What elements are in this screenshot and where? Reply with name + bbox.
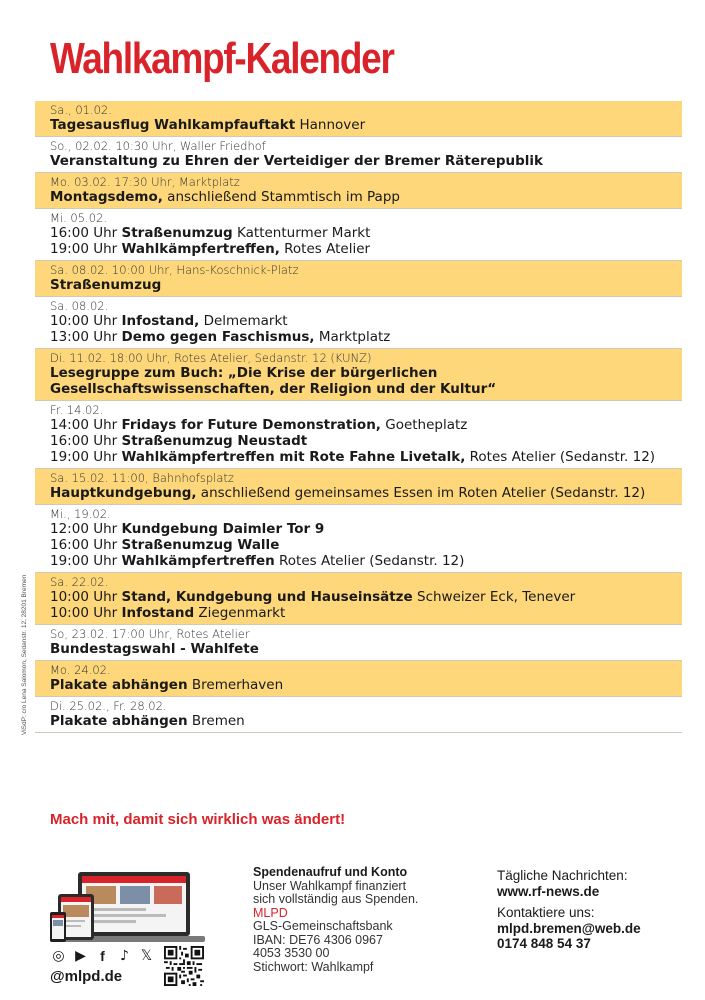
calendar-entry (35, 101, 682, 137)
social-icons (50, 948, 155, 965)
entry-detail: Kattenturmer Markt (232, 225, 371, 241)
entry-line (50, 433, 667, 449)
entry-detail: 10:00 Uhr (50, 605, 122, 621)
entry-line (50, 589, 667, 605)
entry-line (50, 313, 667, 329)
calendar-entry (35, 297, 682, 349)
calendar-entry (35, 349, 682, 401)
calendar-entry (35, 173, 682, 209)
entry-detail: Goetheplatz (380, 417, 468, 433)
entry-detail: Bremen (187, 713, 245, 729)
entry-date: Sa. 08.02. (50, 299, 109, 313)
donation-info (253, 866, 483, 974)
facebook-icon[interactable]: f (100, 948, 105, 964)
donation-org: MLPD (253, 905, 288, 920)
qr-code-icon (164, 946, 204, 986)
entry-detail: 16:00 Uhr (50, 537, 122, 553)
donation-text-1: Unser Wahlkampf finanziert (253, 878, 407, 893)
donation-bank: GLS-Gemeinschaftsbank (253, 919, 393, 933)
entry-detail: anschließend Stammtisch im Papp (162, 189, 400, 205)
slogan: Mach mit, damit sich wirklich was ändert! (50, 811, 346, 828)
entry-detail: 13:00 Uhr (50, 329, 122, 345)
email-link[interactable]: mlpd.bremen@web.de (497, 920, 641, 936)
entry-event: Straßenumzug (50, 277, 162, 293)
entry-event: Wahlkämpfertreffen (121, 553, 275, 569)
entry-detail: 19:00 Uhr (50, 553, 122, 569)
entry-event: Gesellschaftswissenschaften, der Religion und der Kultur“ (50, 381, 497, 397)
news-link[interactable]: www.rf-news.de (497, 883, 600, 899)
entry-line (50, 365, 667, 381)
entry-detail: Bremerhaven (187, 677, 284, 693)
entry-line (50, 537, 667, 553)
entry-date: Di. 11.02. 18:00 Uhr, Rotes Atelier, Sedanstr. 12 (KUNZ) (50, 351, 372, 365)
entry-line (50, 553, 667, 569)
entry-line (50, 241, 667, 257)
entry-event: Demo gegen Faschismus, (121, 329, 315, 345)
entry-date: So., 02.02. 10:30 Uhr, Waller Friedhof (50, 139, 266, 153)
entry-detail: anschließend gemeinsames Essen im Roten Atelier (Sedanstr. 12) (196, 485, 646, 501)
calendar-entry (35, 137, 682, 173)
entry-line (50, 713, 667, 729)
donation-heading: Spendenaufruf und Konto (253, 865, 408, 879)
donation-reference: Stichwort: Wahlkampf (253, 959, 374, 974)
entry-line (50, 329, 667, 345)
calendar-entry (35, 661, 682, 697)
entry-detail: 16:00 Uhr (50, 433, 122, 449)
contact-info (497, 868, 697, 952)
entry-line (50, 277, 667, 293)
entry-line (50, 605, 667, 621)
calendar-entry (35, 625, 682, 661)
entry-date: Mi., 19.02. (50, 507, 111, 521)
entry-detail: Schweizer Eck, Tenever (412, 589, 576, 605)
entry-line (50, 381, 667, 397)
entry-detail: 14:00 Uhr (50, 417, 122, 433)
calendar-entry (35, 401, 682, 469)
devices-illustration (50, 866, 205, 944)
entry-date: Sa. 15.02. 11:00, Bahnhofsplatz (50, 471, 234, 485)
page-title: Wahlkampf-Kalender (50, 34, 394, 83)
entry-date: Mi. 05.02. (50, 211, 108, 225)
entry-event: Lesegruppe zum Buch: „Die Krise der bürgerlichen (50, 365, 438, 381)
entry-detail: 16:00 Uhr (50, 225, 122, 241)
entry-line (50, 485, 667, 501)
entry-detail: Ziegenmarkt (194, 605, 286, 621)
tiktok-icon[interactable]: ♪ (120, 948, 129, 964)
entry-date: Sa., 01.02. (50, 103, 112, 117)
entry-event: Fridays for Future Demonstration, (121, 417, 381, 433)
entry-date: Mo. 24.02. (50, 663, 111, 677)
donation-iban-1: IBAN: DE76 4306 0967 (253, 932, 383, 947)
entry-detail: 10:00 Uhr (50, 589, 122, 605)
news-label: Tägliche Nachrichten: (497, 868, 628, 883)
entry-line (50, 225, 667, 241)
entry-line (50, 189, 667, 205)
youtube-icon[interactable]: ▶ (75, 948, 86, 964)
entry-event: Veranstaltung zu Ehren der Verteidiger der Bremer Räterepublik (50, 153, 544, 169)
entry-detail: Rotes Atelier (Sedanstr. 12) (465, 449, 656, 465)
entry-event: Infostand (121, 605, 195, 621)
entry-line (50, 641, 667, 657)
donation-iban-2: 4053 3530 00 (253, 946, 330, 960)
entry-date: Mo. 03.02. 17:30 Uhr, Marktplatz (50, 175, 240, 189)
phone-number: 0174 848 54 37 (497, 936, 591, 951)
entry-detail: 19:00 Uhr (50, 241, 122, 257)
website-link[interactable]: @mlpd.de (50, 968, 123, 985)
entry-event: Kundgebung Daimler Tor 9 (121, 521, 325, 537)
entry-detail: Rotes Atelier (Sedanstr. 12) (274, 553, 465, 569)
entry-event: Infostand, (121, 313, 200, 329)
entry-event: Plakate abhängen (50, 713, 188, 729)
entry-event: Montagsdemo, (50, 189, 163, 205)
entry-date: So, 23.02. 17:00 Uhr, Rotes Atelier (50, 627, 250, 641)
entry-line (50, 677, 667, 693)
entry-event: Stand, Kundgebung und Hauseinsätze (121, 589, 413, 605)
entry-date: Sa. 22.02. (50, 575, 109, 589)
entry-line (50, 153, 667, 169)
entry-event: Tagesausflug Wahlkampfauftakt (50, 117, 296, 133)
entry-event: Straßenumzug (121, 225, 233, 241)
entry-line (50, 417, 667, 433)
calendar-entry (35, 697, 682, 733)
x-icon[interactable]: 𝕏 (140, 948, 153, 964)
entry-detail: Rotes Atelier (279, 241, 371, 257)
entry-event: Plakate abhängen (50, 677, 188, 693)
entry-event: Hauptkundgebung, (50, 485, 197, 501)
calendar-entry (35, 209, 682, 261)
entry-date: Di. 25.02., Fr. 28.02. (50, 699, 167, 713)
entry-event: Wahlkämpfertreffen, (121, 241, 280, 257)
calendar-entry (35, 505, 682, 573)
calendar-entry (35, 469, 682, 505)
entry-event: Bundestagswahl - Wahlfete (50, 641, 259, 657)
entry-event: Wahlkämpfertreffen mit Rote Fahne Livetalk, (121, 449, 466, 465)
entry-detail: Hannover (295, 117, 366, 133)
entry-date: Sa. 08.02. 10:00 Uhr, Hans-Koschnick-Platz (50, 263, 299, 277)
entry-event: Straßenumzug Neustadt (121, 433, 308, 449)
entry-line (50, 449, 667, 465)
instagram-icon[interactable]: ◎ (52, 948, 65, 964)
entry-detail: 10:00 Uhr (50, 313, 122, 329)
donation-text-2: sich vollständig aus Spenden. (253, 892, 419, 906)
calendar-entry (35, 261, 682, 297)
entry-line (50, 117, 667, 133)
entry-line (50, 521, 667, 537)
entry-event: Straßenumzug Walle (121, 537, 280, 553)
entry-detail: Delmemarkt (199, 313, 288, 329)
contact-label: Kontaktiere uns: (497, 905, 595, 920)
entry-detail: 12:00 Uhr (50, 521, 122, 537)
event-calendar (35, 101, 682, 733)
entry-detail: 19:00 Uhr (50, 449, 122, 465)
entry-detail: Marktplatz (314, 329, 391, 345)
imprint-text: ViSdP: c/o Lena Salomon, Sedanstr. 12, 28201 Bremen (21, 574, 28, 735)
entry-date: Fr. 14.02. (50, 403, 104, 417)
calendar-entry (35, 573, 682, 625)
